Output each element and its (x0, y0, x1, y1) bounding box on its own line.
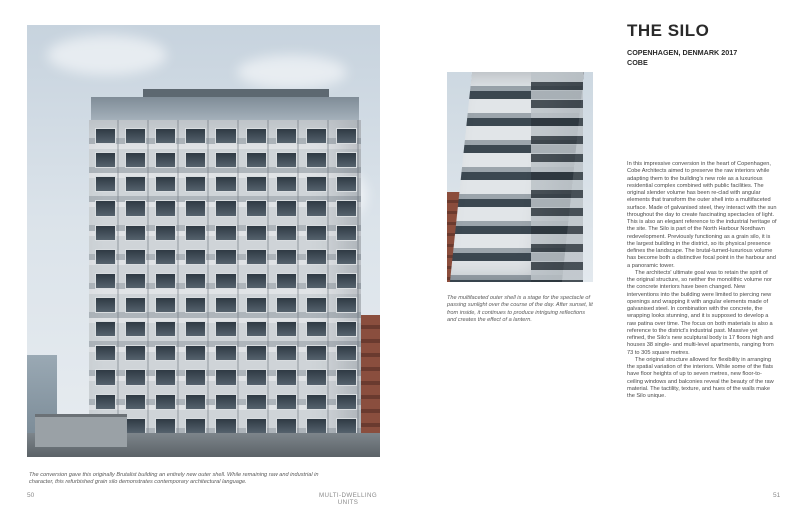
facade-window (95, 297, 116, 313)
facade-window (185, 200, 206, 216)
facade-window (95, 200, 116, 216)
facade-window (246, 128, 267, 144)
facade-window (125, 418, 146, 434)
facade-window (155, 200, 176, 216)
facade-window (155, 273, 176, 289)
facade-window (306, 321, 327, 337)
facade-window (336, 321, 357, 337)
facade-window (246, 369, 267, 385)
facade-window (246, 152, 267, 168)
facade-window (95, 152, 116, 168)
facade-window (185, 369, 206, 385)
facade-window (306, 345, 327, 361)
facade-window (95, 345, 116, 361)
facade-window (95, 249, 116, 265)
facade-window (125, 225, 146, 241)
facade-window (276, 249, 297, 265)
main-photo-caption: The conversion gave this originally Brutalist building an entirely new outer shell. While remaining raw and industrial in character, this refurbished grain silo demonstrates contemporary architectural language. (29, 471, 319, 486)
facade-window (185, 297, 206, 313)
facade-window (336, 394, 357, 410)
silo-side-facade (531, 72, 583, 282)
facade-window (185, 249, 206, 265)
facade-window (246, 297, 267, 313)
facade-window (155, 369, 176, 385)
facade-window (185, 176, 206, 192)
facade-window (155, 321, 176, 337)
facade-window (306, 152, 327, 168)
facade-window (215, 225, 236, 241)
facade-window (336, 176, 357, 192)
facade-window (155, 128, 176, 144)
facade-window (276, 321, 297, 337)
article-body (627, 161, 777, 400)
facade-window (306, 418, 327, 434)
facade-window (125, 321, 146, 337)
facade-window (185, 128, 206, 144)
facade-window (306, 249, 327, 265)
facade-window (336, 297, 357, 313)
facade-window (336, 200, 357, 216)
facade-window (215, 297, 236, 313)
facade-window (125, 176, 146, 192)
facade-window (246, 394, 267, 410)
facade-window (215, 200, 236, 216)
facade-window (336, 273, 357, 289)
facade-window (276, 152, 297, 168)
facade-window (336, 128, 357, 144)
main-building-photo (27, 25, 380, 457)
facade-window (155, 394, 176, 410)
facade-window (125, 152, 146, 168)
facade-window (155, 249, 176, 265)
facade-window (95, 321, 116, 337)
facade-windows (95, 128, 357, 457)
facade-window (306, 273, 327, 289)
facade-window (246, 225, 267, 241)
facade-window (215, 321, 236, 337)
facade-window (276, 418, 297, 434)
facade-window (155, 297, 176, 313)
facade-window (306, 297, 327, 313)
facade-window (125, 128, 146, 144)
facade-window (276, 128, 297, 144)
facade-window (246, 176, 267, 192)
facade-window (246, 321, 267, 337)
facade-window (125, 369, 146, 385)
facade-window (95, 176, 116, 192)
left-page-number: 50 (27, 492, 35, 499)
facade-window (215, 345, 236, 361)
facade-window (306, 176, 327, 192)
facade-window (215, 273, 236, 289)
facade-window (246, 345, 267, 361)
body-paragraph-3: The original structure allowed for flexibility in arranging the spatial variation of the interiors. While some of the flats have floor heights of up to seven metres, new floor-to-ceiling windows and balconies reveal the beauty of the raw material. The tactility, texture, and hues of the walls make the Silo unique. (627, 356, 774, 399)
facade-window (185, 273, 206, 289)
facade-window (246, 418, 267, 434)
facade-window (276, 176, 297, 192)
facade-window (276, 225, 297, 241)
facade-window (215, 369, 236, 385)
facade-window (246, 200, 267, 216)
side-detail-photo (447, 72, 593, 282)
body-paragraph-1: In this impressive conversion in the heart of Copenhagen, Cobe Architects aimed to preserve the raw interiors while adapting them to the building's new role as a luxurious residential complex combined with public facilities. The original slender volume has been re-clad with angular elements that transform the outer shell into a multifaceted surface. Made of galvanised steel, they interact with the sun throughout the day to create fascinating spectacles of light. This is also an elegant reference to the industrial heritage of the site. The Silo is part of the North Harbour Nordhavn redevelopment. Previously functioning as a grain silo, it is the largest building in the district, so its physical presence defines the landscape. The brutal-turned-luxurious volume has become both a distinctive focal point in the harbour and a panoramic tower. (627, 161, 777, 269)
facade-window (336, 418, 357, 434)
facade-window (185, 418, 206, 434)
facade-window (276, 200, 297, 216)
facade-window (95, 394, 116, 410)
facade-window (95, 128, 116, 144)
facade-window (276, 297, 297, 313)
facade-window (155, 345, 176, 361)
facade-window (215, 128, 236, 144)
facade-window (306, 200, 327, 216)
facade-window (215, 394, 236, 410)
facade-window (336, 369, 357, 385)
facade-window (185, 321, 206, 337)
article-meta (627, 48, 737, 67)
facade-window (125, 273, 146, 289)
body-paragraph-2: The architects' ultimate goal was to retain the spirit of the original structure, so neither the monolithic volume nor the concrete interiors have been changed. New interventions into the building were limited to piercing new openings and wrapping it with angular elements made of galvanised steel. In combination with the concrete, the wrapping looks stunning, and it is supposed to develop a raw patina over time. The focus on both materials is also a reference to the district's industrial past. Massive yet refined, the Silo's new sculptural body is 17 floors high and houses 38 single- and multi-level apartments, ranging from 73 to 305 square metres. (627, 269, 774, 356)
facade-window (246, 273, 267, 289)
facade-window (246, 249, 267, 265)
facade-window (185, 152, 206, 168)
facade-window (306, 369, 327, 385)
facade-window (95, 273, 116, 289)
facade-window (306, 128, 327, 144)
facade-window (185, 394, 206, 410)
facade-window (125, 200, 146, 216)
foreground-shed (35, 414, 127, 447)
facade-window (336, 345, 357, 361)
facade-window (125, 394, 146, 410)
facade-window (276, 394, 297, 410)
facade-window (185, 225, 206, 241)
running-head: MULTI-DWELLING UNITS (318, 492, 378, 506)
article-title: THE SILO (627, 21, 710, 40)
project-architect: COBE (627, 57, 648, 67)
facade-window (276, 345, 297, 361)
facade-window (215, 418, 236, 434)
facade-window (95, 369, 116, 385)
facade-window (306, 225, 327, 241)
facade-window (185, 345, 206, 361)
facade-window (95, 225, 116, 241)
facade-window (155, 176, 176, 192)
facade-window (215, 176, 236, 192)
facade-window (215, 152, 236, 168)
right-page-number: 51 (773, 492, 781, 499)
facade-window (276, 273, 297, 289)
facade-window (336, 225, 357, 241)
side-photo-caption: The multifaceted outer shell is a stage for the spectacle of passing sunlight over the course of the day. After sunset, lit from inside, it continues to produce intriguing reflections and creates the effect of a lantern. (447, 294, 593, 324)
facade-window (125, 297, 146, 313)
facade-window (155, 418, 176, 434)
facade-window (336, 152, 357, 168)
facade-window (125, 249, 146, 265)
facade-window (215, 249, 236, 265)
project-location: COPENHAGEN, DENMARK 2017 (627, 48, 738, 57)
facade-window (125, 345, 146, 361)
facade-window (155, 152, 176, 168)
facade-window (155, 225, 176, 241)
facade-window (276, 369, 297, 385)
facade-window (336, 249, 357, 265)
facade-window (306, 394, 327, 410)
